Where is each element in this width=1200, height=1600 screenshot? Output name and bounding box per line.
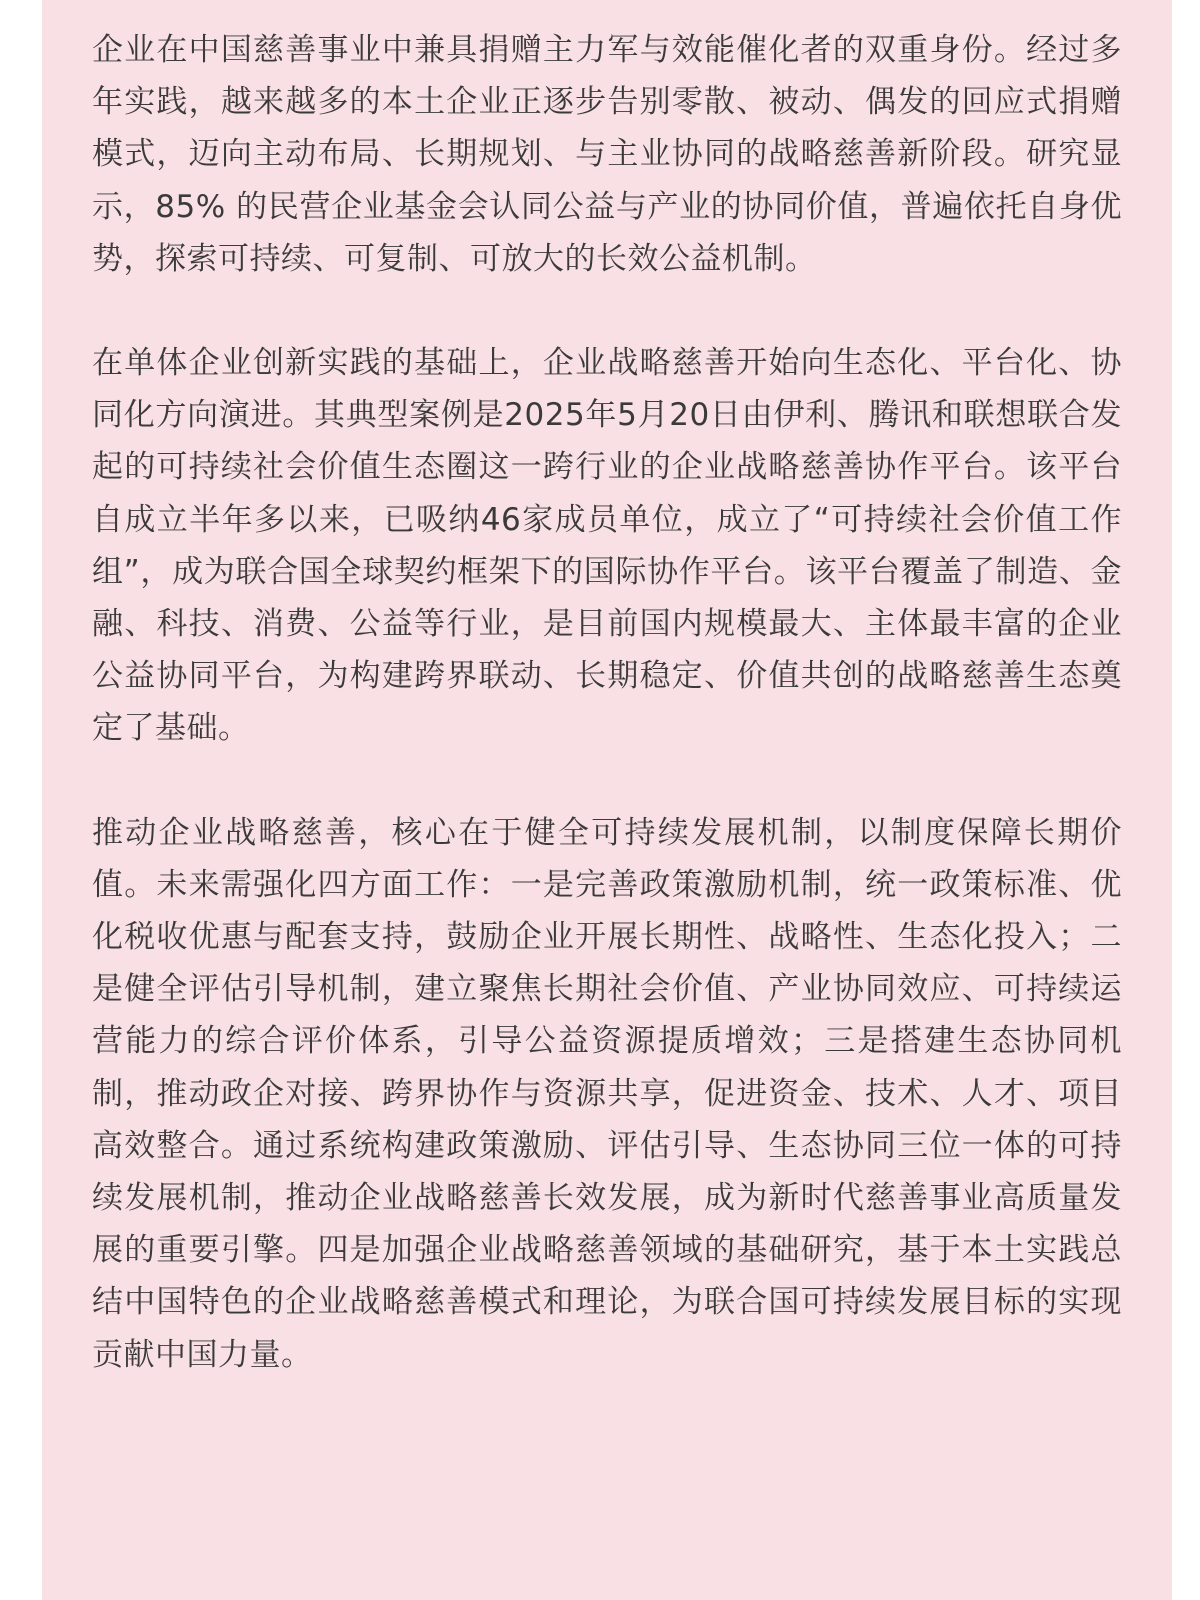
article-body [92, 24, 1122, 1381]
article-panel [42, 0, 1172, 1600]
paragraph-3: 推动企业战略慈善，核心在于健全可持续发展机制，以制度保障长期价值。未来需强化四方面工作：一是完善政策激励机制，统一政策标准、优化税收优惠与配套支持，鼓励企业开展长期性、战略性、生态化投入；二是健全评估引导机制，建立聚焦长期社会价值、产业协同效应、可持续运营能力的综合评价体系，引导公益资源提质增效；三是搭建生态协同机制，推动政企对接、跨界协作与资源共享，促进资金、技术、人才、项目高效整合。通过系统构建政策激励、评估引导、生态协同三位一体的可持续发展机制，推动企业战略慈善长效发展，成为新时代慈善事业高质量发展的重要引擎。四是加强企业战略慈善领域的基础研究，基于本土实践总结中国特色的企业战略慈善模式和理论，为联合国可持续发展目标的实现贡献中国力量。 [92, 814, 1122, 1373]
paragraph-2: 在单体企业创新实践的基础上，企业战略慈善开始向生态化、平台化、协同化方向演进。其典型案例是2025年5月20日由伊利、腾讯和联想联合发起的可持续社会价值生态圈这一跨行业的企业战略慈善协作平台。该平台自成立半年多以来，已吸纳46家成员单位，成立了“可持续社会价值工作组”，成为联合国全球契约框架下的国际协作平台。该平台覆盖了制造、金融、科技、消费、公益等行业，是目前国内规模最大、主体最丰富的企业公益协同平台，为构建跨界联动、长期稳定、价值共创的战略慈善生态奠定了基础。 [92, 345, 1122, 747]
paragraph-1: 企业在中国慈善事业中兼具捐赠主力军与效能催化者的双重身份。经过多年实践，越来越多的本土企业正逐步告别零散、被动、偶发的回应式捐赠模式，迈向主动布局、长期规划、与主业协同的战略慈善新阶段。研究显示，85% 的民营企业基金会认同公益与产业的协同价值，普遍依托自身优势，探索可持续、可复制、可放大的长效公益机制。 [92, 32, 1122, 277]
